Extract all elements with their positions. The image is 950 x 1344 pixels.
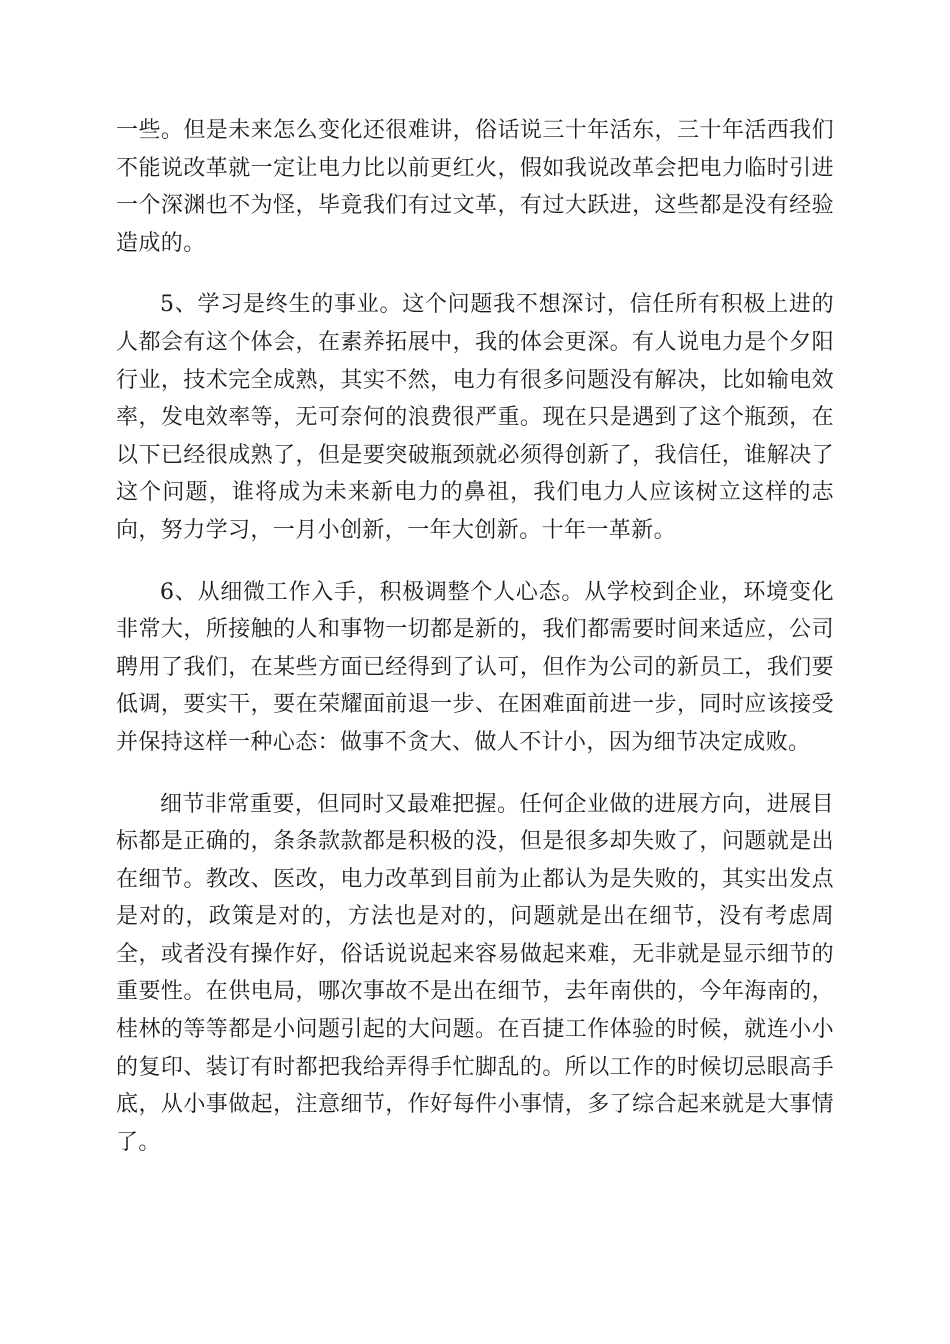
paragraph-continuation: 一些。但是未来怎么变化还很难讲，俗话说三十年活东，三十年活西我们不能说改革就一定让电力比以前更红火，假如我说改革会把电力临时引进一个深渊也不为怪，毕竟我们有过文革，有过大跃进，这些都是没有经验造成的。 [116,118,834,256]
paragraph-point-6-attitude: 6、从细微工作入手，积极调整个人心态。从学校到企业，环境变化非常大，所接触的人和事物一切都是新的，我们都需要时间来适应，公司聘用了我们，在某些方面已经得到了认可，但作为公司的新员工，我们要低调，要实干，要在荣耀面前退一步、在困难面前进一步，同时应该接受并保持这样一种心态：做事不贪大、做人不计小，因为细节决定成败。 [116,579,834,755]
paragraph-details: 细节非常重要，但同时又最难把握。任何企业做的进展方向，进展目标都是正确的，条条款款都是积极的没，但是很多却失败了，问题就是出在细节。教改、医改，电力改革到目前为止都认为是失败的，其实出发点是对的，政策是对的，方法也是对的，问题就是出在细节，没有考虑周全，或者没有操作好，俗话说说起来容易做起来难，无非就是显示细节的重要性。在供电局，哪次事故不是出在细节，去年南供的，今年海南的，桂林的等等都是小问题引起的大问题。在百捷工作体验的时候，就连小小的复印、装订有时都把我给弄得手忙脚乱的。所以工作的时候切忌眼高手底，从小事做起，注意细节，作好每件小事情，多了综合起来就是大事情了。 [116,791,834,1155]
paragraph-point-5-learning: 5、学习是终生的事业。这个问题我不想深讨，信任所有积极上进的人都会有这个体会，在素养拓展中，我的体会更深。有人说电力是个夕阳行业，技术完全成熟，其实不然，电力有很多问题没有解决，比如输电效率，发电效率等，无可奈何的浪费很严重。现在只是遇到了这个瓶颈，在以下已经很成熟了，但是要突破瓶颈就必须得创新了，我信任，谁解决了这个问题，谁将成为未来新电力的鼻祖，我们电力人应该树立这样的志向，努力学习，一月小创新，一年大创新。十年一革新。 [116,292,834,543]
document-body [116,112,834,1185]
